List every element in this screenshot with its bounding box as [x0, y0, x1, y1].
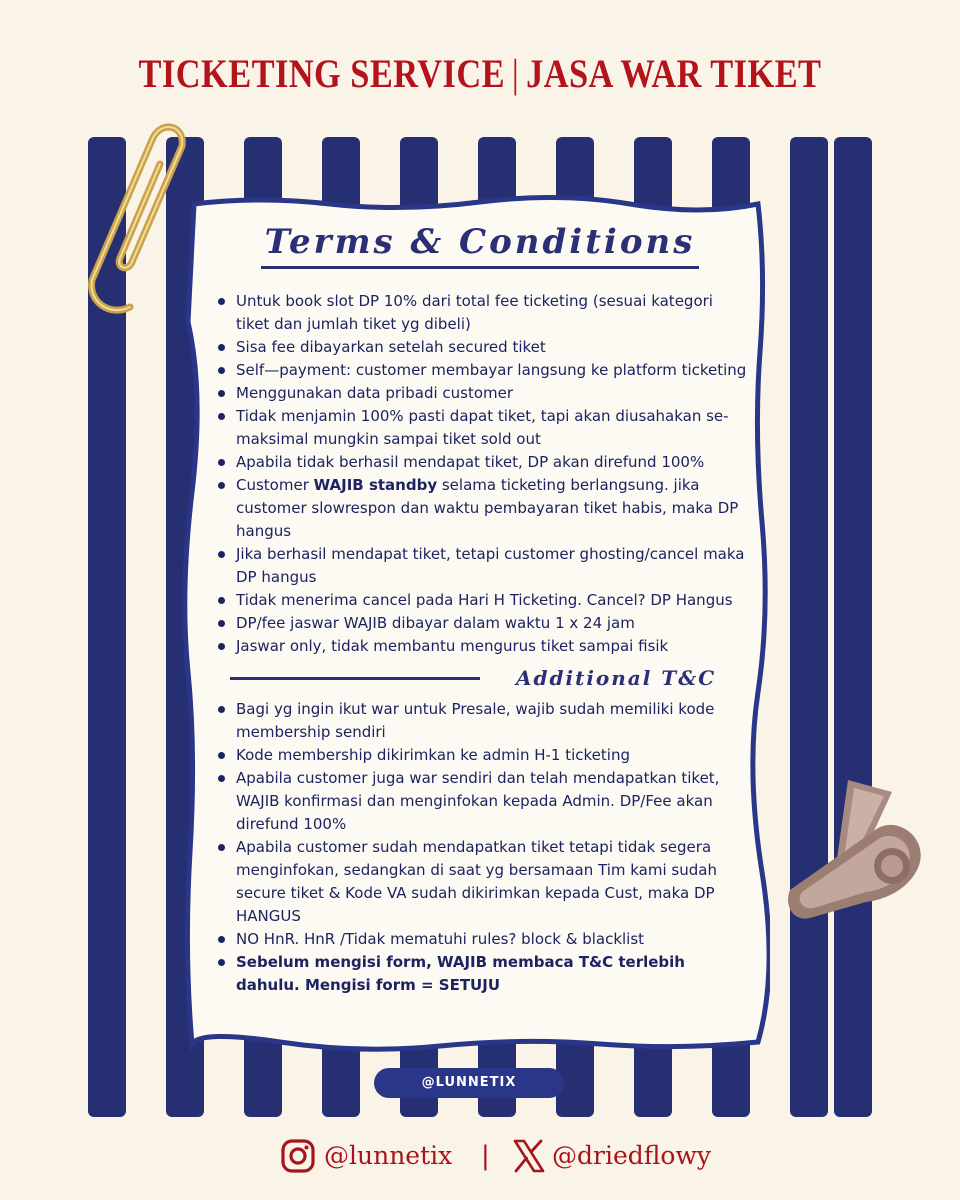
- title-left: TICKETING SERVICE: [138, 51, 506, 96]
- additional-item: Bagi yg ingin ikut war untuk Presale, wajib sudah memiliki kode membership sendiri: [216, 698, 750, 744]
- term-item: DP/fee jaswar WAJIB dibayar dalam waktu 1 x 24 jam: [216, 612, 750, 635]
- footer-separator: |: [481, 1141, 490, 1171]
- term-item: Untuk book slot DP 10% dari total fee ticketing (sesuai kategori tiket dan jumlah tiket yg dibeli): [216, 290, 750, 336]
- terms-card: [180, 192, 770, 1054]
- additional-item: NO HnR. HnR /Tidak mematuhi rules? block & blacklist: [216, 928, 750, 951]
- title-separator: |: [511, 51, 520, 96]
- terms-list: [210, 290, 750, 658]
- instagram-icon: [280, 1138, 316, 1174]
- divider-line: [230, 677, 480, 680]
- binder-clip-icon: [780, 770, 950, 930]
- term-item: Tidak menerima cancel pada Hari H Ticketing. Cancel? DP Hangus: [216, 589, 750, 612]
- term-item: Menggunakan data pribadi customer: [216, 382, 750, 405]
- additional-header: [230, 666, 750, 690]
- additional-item: Apabila customer sudah mendapatkan tiket tetapi tidak segera menginfokan, sedangkan di saat yg bersamaan Tim kami sudah secure tiket & Kode VA sudah dikirimkan kepada Cust, maka DP HANGUS: [216, 836, 750, 928]
- x-handle[interactable]: @driedflowy: [552, 1141, 711, 1170]
- term-item: Tidak menjamin 100% pasti dapat tiket, tapi akan diusahakan se-maksimal mungkin sampai tiket sold out: [216, 405, 750, 451]
- paperclip-icon: [70, 112, 200, 322]
- instagram-handle[interactable]: @lunnetix: [324, 1141, 453, 1170]
- footer: [0, 1134, 960, 1178]
- term-item: Self—payment: customer membayar langsung ke platform ticketing: [216, 359, 750, 382]
- term-item: Customer WAJIB standby selama ticketing berlangsung. jika customer slowrespon dan waktu pembayaran tiket habis, maka DP hangus: [216, 474, 750, 543]
- title-right: JASA WAR TIKET: [526, 51, 822, 96]
- additional-title: Additional T&C: [516, 666, 717, 690]
- term-emphasis: WAJIB standby: [313, 476, 438, 494]
- additional-item: Apabila customer juga war sendiri dan telah mendapatkan tiket, WAJIB konfirmasi dan menginfokan kepada Admin. DP/Fee akan direfund 100%: [216, 767, 750, 836]
- additional-item-agreement: Sebelum mengisi form, WAJIB membaca T&C terlebih dahulu. Mengisi form = SETUJU: [216, 951, 750, 997]
- page-title: [67, 50, 893, 97]
- terms-title: Terms & Conditions: [210, 222, 750, 262]
- x-logo-icon: [512, 1138, 546, 1174]
- handle-badge: @LUNNETIX: [374, 1068, 564, 1098]
- term-item: Apabila tidak berhasil mendapat tiket, DP akan direfund 100%: [216, 451, 750, 474]
- additional-item: Kode membership dikirimkan ke admin H-1 ticketing: [216, 744, 750, 767]
- additional-list: [210, 698, 750, 997]
- term-item: Jaswar only, tidak membantu mengurus tiket sampai fisik: [216, 635, 750, 658]
- term-item: Sisa fee dibayarkan setelah secured tiket: [216, 336, 750, 359]
- term-item: Jika berhasil mendapat tiket, tetapi customer ghosting/cancel maka DP hangus: [216, 543, 750, 589]
